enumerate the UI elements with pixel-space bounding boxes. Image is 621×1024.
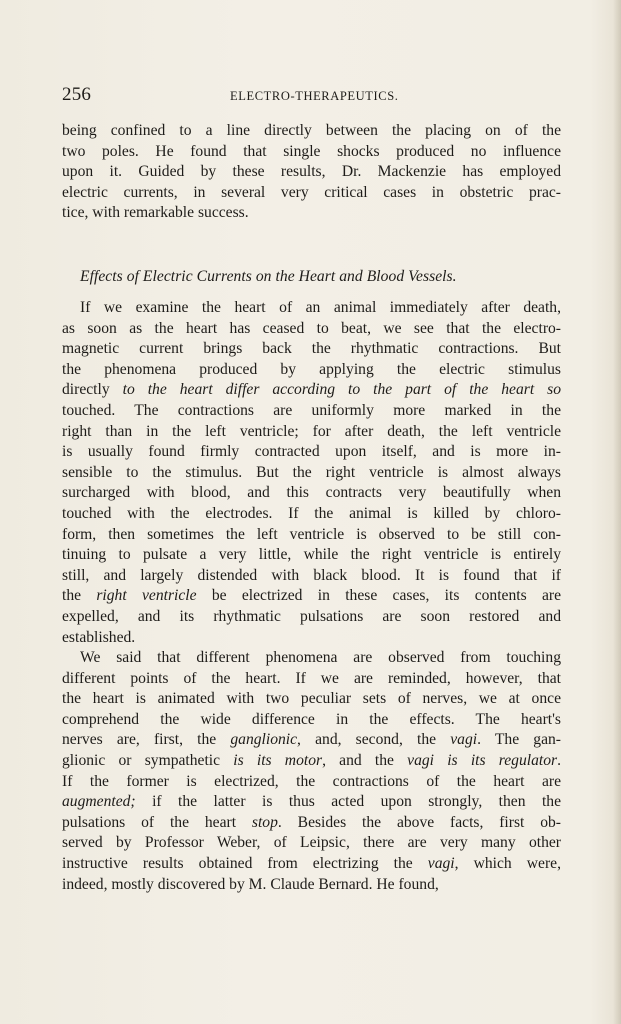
text-line: tice, with remarkable success. bbox=[62, 204, 249, 222]
text-line: right than in the left ventricle; for after death, the left ventricle bbox=[62, 422, 561, 440]
section-heading: Effects of Electric Currents on the Heart and Blood Vessels. bbox=[80, 268, 457, 285]
text-line: established. bbox=[62, 628, 136, 646]
text-line: If the former is electrized, the contractions of the heart are bbox=[62, 772, 561, 790]
italic-phrase: vagi bbox=[450, 731, 478, 749]
text-line: form, then sometimes the left ventricle is observed to be still con- bbox=[62, 525, 561, 543]
text-segment: . Besides the above facts, first ob- bbox=[277, 813, 561, 831]
text-line bbox=[62, 813, 561, 834]
text-segment: . bbox=[557, 752, 561, 770]
text-line: electric currents, in several very critical cases in obstetric prac- bbox=[62, 183, 561, 201]
text-line: upon it. Guided by these results, Dr. Mackenzie has employed bbox=[62, 163, 561, 181]
text-line bbox=[62, 854, 561, 875]
text-line: If we examine the heart of an animal immediately after death, bbox=[80, 299, 561, 316]
text-segment: , and, second, the bbox=[297, 731, 451, 749]
text-line bbox=[62, 380, 561, 401]
text-segment: . The gan- bbox=[477, 731, 561, 749]
text-line: different points of the heart. If we are reminded, however, that bbox=[62, 669, 561, 687]
italic-phrase: ganglionic bbox=[230, 731, 298, 749]
italic-phrase: vagi bbox=[427, 855, 455, 873]
page-edge-shadow bbox=[613, 0, 621, 1024]
text-line: We said that different phenomena are observed from touching bbox=[80, 649, 561, 667]
italic-phrase: augmented; bbox=[62, 793, 136, 811]
italic-phrase: vagi is its regulator bbox=[407, 752, 558, 770]
text-line: touched. The contractions are uniformly more marked in the bbox=[62, 401, 561, 419]
body-text bbox=[62, 298, 561, 895]
text-line: surcharged with blood, and this contracts very beautifully when bbox=[62, 484, 561, 502]
text-segment: be electrized in these cases, its contents are bbox=[196, 587, 561, 605]
italic-phrase: is its motor bbox=[233, 752, 323, 770]
paragraph-heart-examination bbox=[62, 298, 561, 648]
text-line bbox=[62, 730, 561, 751]
text-line bbox=[62, 792, 561, 813]
text-segment: , which were, bbox=[454, 855, 561, 873]
text-segment: the bbox=[62, 587, 97, 605]
italic-phrase: right ventricle bbox=[96, 587, 197, 605]
italic-phrase: stop bbox=[251, 813, 278, 831]
text-line: touched with the electrodes. If the animal is killed by chloro- bbox=[62, 504, 561, 522]
text-line: tinuing to pulsate a very little, while the right ventricle is entirely bbox=[62, 546, 561, 564]
text-line: expelled, and its rhythmatic pulsations are soon restored and bbox=[62, 607, 561, 625]
text-line: the heart is animated with two peculiar sets of nerves, we at once bbox=[62, 690, 561, 708]
page-number: 256 bbox=[62, 84, 92, 105]
text-segment: if the latter is thus acted upon strongly, then the bbox=[135, 793, 561, 811]
page-header bbox=[62, 84, 559, 108]
text-segment: nerves are, first, the bbox=[62, 731, 231, 749]
text-line bbox=[62, 586, 561, 607]
text-line: still, and largely distended with black blood. It is found that if bbox=[62, 566, 561, 584]
text-line: magnetic current brings back the rhythmatic contractions. But bbox=[62, 340, 561, 358]
text-segment: directly bbox=[62, 381, 110, 399]
text-segment: pulsations of the heart bbox=[62, 813, 252, 831]
italic-phrase: to the heart differ according to the part of the heart so bbox=[109, 381, 561, 399]
text-line bbox=[62, 751, 561, 772]
text-line: comprehend the wide difference in the effects. The heart's bbox=[62, 710, 561, 728]
paragraph-different-phenomena bbox=[62, 648, 561, 895]
text-line: sensible to the stimulus. But the right ventricle is almost always bbox=[62, 463, 561, 481]
text-line: is usually found firmly contracted upon itself, and is more in- bbox=[62, 443, 561, 461]
text-segment: glionic or sympathetic bbox=[62, 752, 234, 770]
text-line: two poles. He found that single shocks produced no influence bbox=[62, 142, 561, 160]
paragraph-continuation bbox=[62, 121, 561, 224]
text-line: served by Professor Weber, of Leipsic, there are very many other bbox=[62, 834, 561, 852]
text-line: indeed, mostly discovered by M. Claude Bernard. He found, bbox=[62, 875, 439, 893]
running-head: ELECTRO-THERAPEUTICS. bbox=[230, 89, 399, 103]
text-line: the phenomena produced by applying the electric stimulus bbox=[62, 360, 561, 378]
text-segment: , and the bbox=[322, 752, 408, 770]
text-segment: instructive results obtained from electrizing the bbox=[62, 855, 428, 873]
text-line: as soon as the heart has ceased to beat, we see that the electro- bbox=[62, 319, 561, 337]
text-line: being confined to a line directly between the placing on of the bbox=[62, 122, 561, 139]
